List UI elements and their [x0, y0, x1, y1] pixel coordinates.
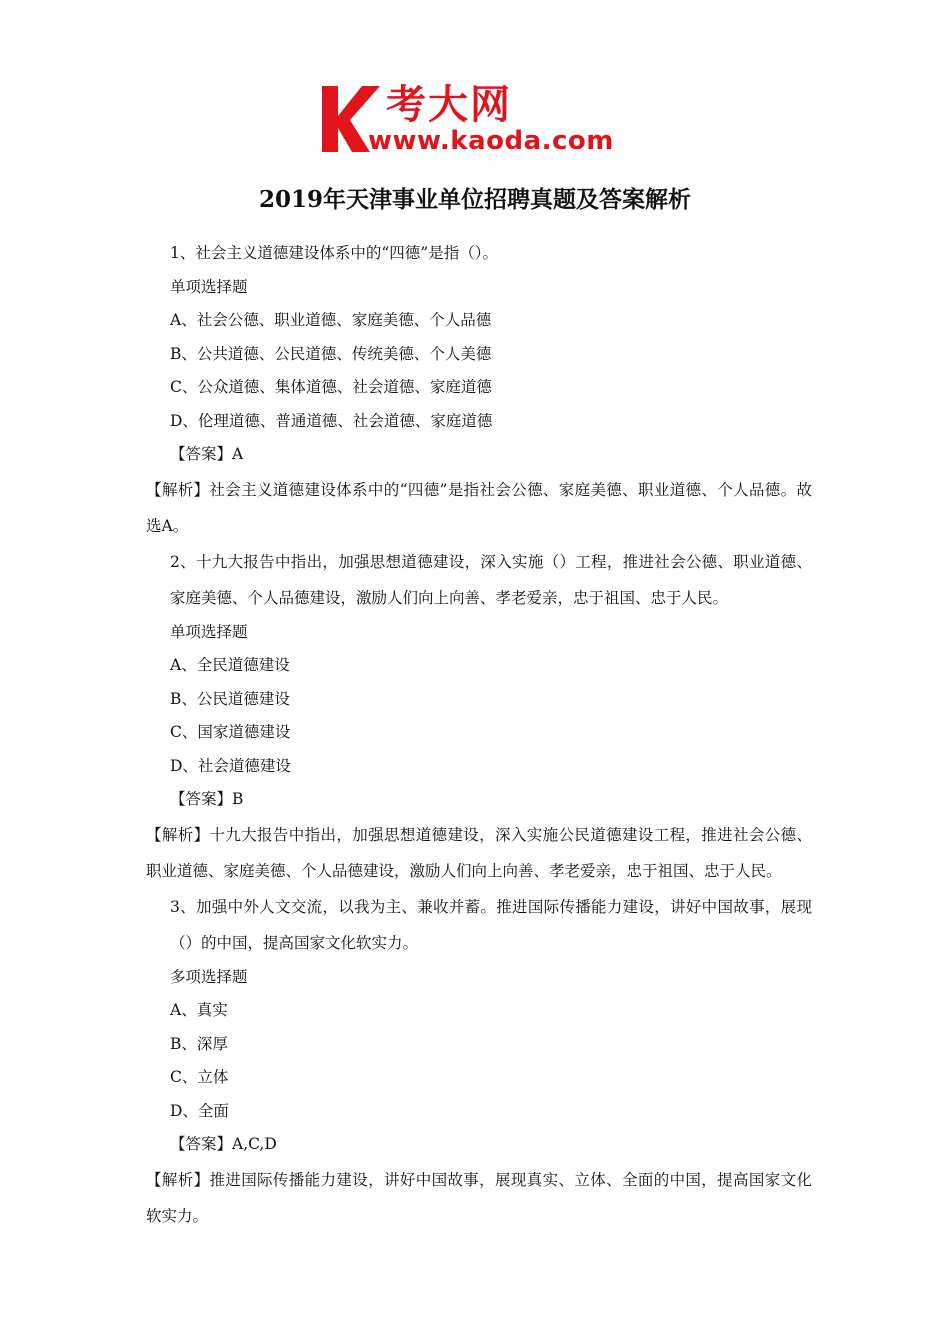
kaoda-logo	[318, 82, 638, 160]
question-3-type: 多项选择题	[170, 967, 248, 986]
document-title: 2019年天津事业单位招聘真题及答案解析	[258, 186, 691, 213]
question-2-answer: 【答案】B	[170, 790, 244, 808]
question-2-option-c: C、国家道德建设	[170, 723, 291, 741]
question-2-stem: 2、十九大报告中指出，加强思想道德建设，深入实施（）工程，推进社会公德、职业道德、家庭美德、个人品德建设，激励人们向上向善、孝老爱亲，忠于祖国、忠于人民。	[170, 552, 812, 607]
question-3-option-a: A、真实	[170, 1001, 228, 1019]
question-3-option-d: D、全面	[170, 1101, 229, 1120]
question-1-answer: 【答案】A	[170, 445, 244, 463]
question-1-stem: 1、社会主义道德建设体系中的“四德”是指（）。	[170, 244, 498, 262]
logo-url: www.kaoda.com	[368, 126, 614, 156]
question-1-option-d: D、伦理道德、普通道德、社会道德、家庭道德	[170, 411, 493, 430]
question-2-analysis: 【解析】十九大报告中指出，加强思想道德建设，深入实施公民道德建设工程，推进社会公德、职业道德、家庭美德、个人品德建设，激励人们向上向善、孝老爱亲，忠于祖国、忠于人民。	[146, 825, 812, 880]
logo-chinese-name: 考大网	[386, 82, 512, 128]
question-1-type: 单项选择题	[170, 277, 248, 296]
question-1-option-c: C、公众道德、集体道德、社会道德、家庭道德	[170, 378, 492, 396]
question-3-option-b: B、深厚	[170, 1034, 228, 1053]
question-3-option-c: C、立体	[170, 1068, 229, 1086]
question-list	[146, 237, 812, 1234]
question-2-type: 单项选择题	[170, 622, 248, 641]
question-1-option-a: A、社会公德、职业道德、家庭美德、个人品德	[170, 311, 492, 329]
question-1-analysis: 【解析】社会主义道德建设体系中的“四德”是指社会公德、家庭美德、职业道德、个人品德。故选A。	[146, 480, 812, 535]
question-1-option-b: B、公共道德、公民道德、传统美德、个人美德	[170, 344, 492, 363]
question-2-option-d: D、社会道德建设	[170, 756, 291, 775]
question-2-option-b: B、公民道德建设	[170, 689, 290, 708]
question-3-stem: 3、加强中外人文交流，以我为主、兼收并蓄。推进国际传播能力建设，讲好中国故事，展现（）的中国，提高国家文化软实力。	[170, 897, 812, 952]
question-2-option-a: A、全民道德建设	[170, 656, 290, 674]
question-3-answer: 【答案】A,C,D	[170, 1135, 277, 1153]
question-3-analysis: 【解析】推进国际传播能力建设，讲好中国故事，展现真实、立体、全面的中国，提高国家文化软实力。	[146, 1170, 812, 1225]
